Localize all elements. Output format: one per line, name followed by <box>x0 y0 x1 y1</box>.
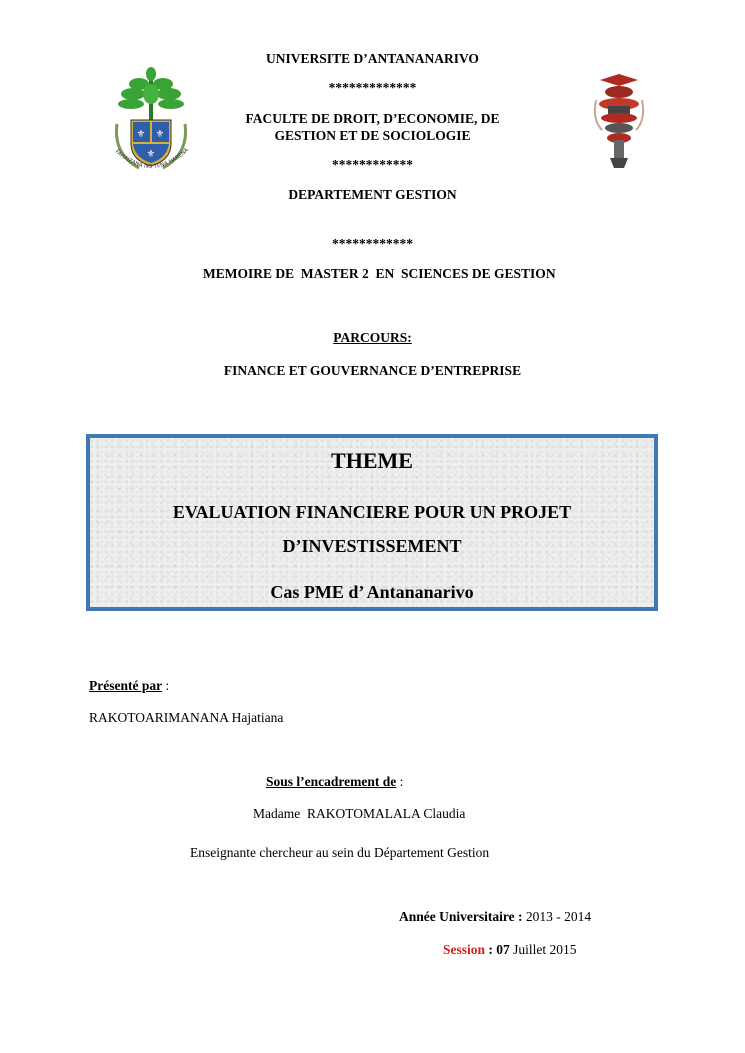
svg-text:⚜: ⚜ <box>146 149 156 160</box>
separator-3: ************ <box>332 236 413 251</box>
parcours-value: FINANCE ET GOUVERNANCE D’ENTREPRISE <box>223 363 522 378</box>
presenter-colon: : <box>162 678 170 693</box>
supervisor-role: Enseignante chercheur au sein du Département Gestion <box>190 845 490 860</box>
parcours-label: PARCOURS: <box>333 330 412 345</box>
presenter-label: Présenté par <box>89 678 163 693</box>
svg-text:⚜: ⚜ <box>136 129 146 140</box>
faculty-line-2: GESTION ET DE SOCIOLOGIE <box>274 128 471 143</box>
svg-text:⚜: ⚜ <box>155 129 165 140</box>
session-day: 07 <box>496 942 510 957</box>
theme-box <box>86 434 658 611</box>
session-colon: : <box>485 942 497 957</box>
supervisor-name: Madame RAKOTOMALALA Claudia <box>253 806 466 821</box>
seal-motto: FAHAIZANA NO TENA HARENA <box>113 147 190 171</box>
department-name: DEPARTEMENT GESTION <box>288 187 457 202</box>
presenter-label-line <box>89 678 169 694</box>
session-date-rest: Juillet 2015 <box>509 942 577 957</box>
theme-heading: THEME <box>331 448 413 473</box>
separator-2: ************ <box>332 157 413 172</box>
theme-title-line-2: D’INVESTISSEMENT <box>282 536 462 556</box>
theme-case: Cas PME d’ Antananarivo <box>270 582 474 602</box>
presenter-name: RAKOTOARIMANANA Hajatiana <box>89 710 284 725</box>
session-line <box>443 942 577 958</box>
academic-year-line <box>399 909 591 925</box>
supervision-colon: : <box>396 774 404 789</box>
separator-1: ************* <box>328 80 417 95</box>
university-name: UNIVERSITE D’ANTANANARIVO <box>266 51 479 66</box>
academic-year-value: 2013 - 2014 <box>522 909 592 924</box>
theme-title-line-1: EVALUATION FINANCIERE POUR UN PROJET <box>172 502 572 522</box>
academic-year-label: Année Universitaire : <box>399 909 523 924</box>
supervision-label-line <box>266 774 403 790</box>
session-label: Session <box>443 942 486 957</box>
memoire-title: MEMOIRE DE MASTER 2 EN SCIENCES DE GESTION <box>203 266 556 281</box>
supervision-label: Sous l’encadrement de <box>266 774 397 789</box>
faculty-line-1: FACULTE DE DROIT, D’ECONOMIE, DE <box>245 111 500 126</box>
